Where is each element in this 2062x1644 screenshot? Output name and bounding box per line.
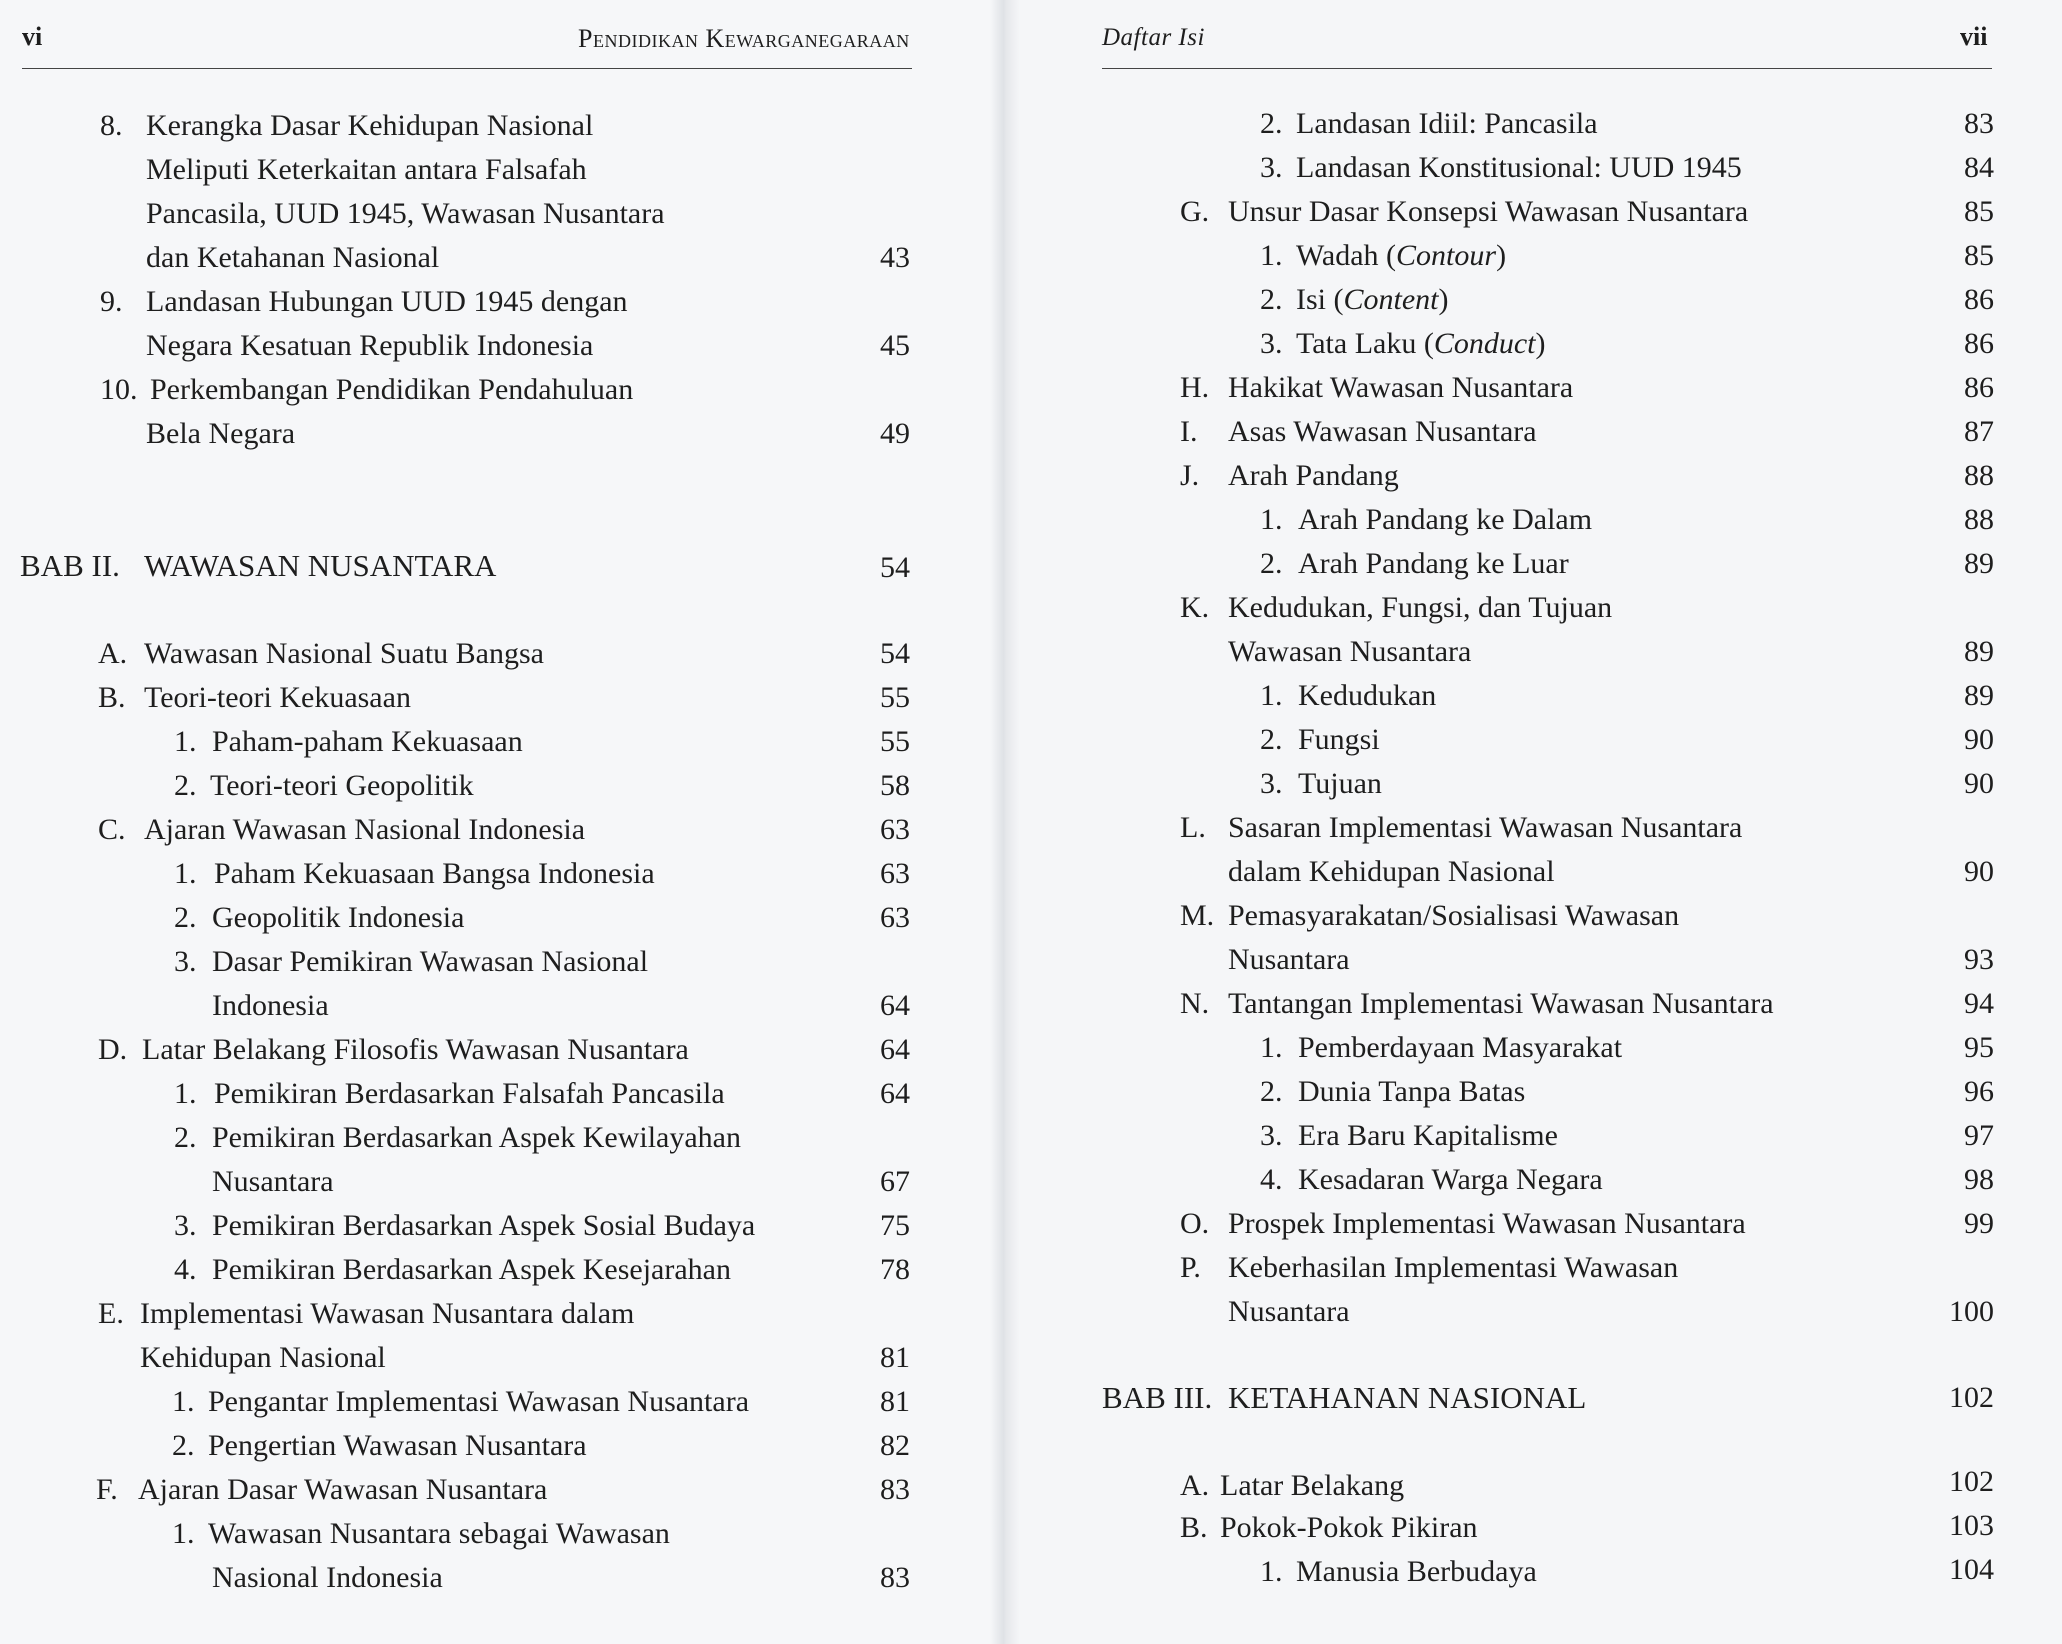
toc-page: 97: [1964, 1119, 1994, 1152]
toc-title: Pemasyarakatan/Sosialisasi Wawasan: [1228, 899, 1680, 932]
chapter-label: BAB III.: [1102, 1380, 1213, 1415]
right-running-head: Daftar Isi: [1102, 24, 1205, 51]
toc-page: 85: [1964, 195, 1994, 228]
toc-label: 1.: [174, 1077, 197, 1110]
toc-label: K.: [1180, 591, 1210, 624]
toc-title: Pemikiran Berdasarkan Aspek Kewilayahan: [212, 1121, 741, 1154]
toc-page: 104: [1949, 1553, 1994, 1586]
toc-page: 83: [880, 1473, 910, 1506]
toc-label: G.: [1180, 195, 1210, 228]
toc-page: 99: [1964, 1207, 1994, 1240]
toc-title: Kehidupan Nasional: [140, 1341, 386, 1374]
toc-page: 100: [1949, 1295, 1994, 1328]
toc-title: Negara Kesatuan Republik Indonesia: [146, 329, 594, 362]
toc-page: 58: [880, 769, 910, 802]
toc-title-italic: Content: [1343, 283, 1439, 316]
toc-label: 2.: [1260, 547, 1283, 580]
toc-label: B.: [98, 681, 126, 714]
toc-label: 2.: [174, 901, 197, 934]
toc-title: Kedudukan, Fungsi, dan Tujuan: [1228, 591, 1613, 624]
toc-title: Dunia Tanpa Batas: [1298, 1075, 1526, 1108]
toc-label: A.: [98, 637, 128, 670]
toc-title: Unsur Dasar Konsepsi Wawasan Nusantara: [1228, 195, 1749, 228]
toc-title: Pengantar Implementasi Wawasan Nusantara: [208, 1385, 750, 1418]
toc-label: 1.: [1260, 679, 1283, 712]
toc-page: 86: [1964, 371, 1994, 404]
toc-page: 82: [880, 1429, 910, 1462]
chapter-title: KETAHANAN NASIONAL: [1228, 1380, 1587, 1415]
toc-title: Geopolitik Indonesia: [212, 901, 465, 934]
chapter-page: 54: [880, 551, 910, 584]
chapter-label: BAB II.: [20, 548, 120, 583]
toc-page: 64: [880, 989, 910, 1022]
toc-page: 102: [1949, 1465, 1994, 1498]
toc-page: 90: [1964, 855, 1994, 888]
toc-label: 2.: [1260, 1075, 1283, 1108]
toc-label: 2.: [174, 769, 197, 802]
toc-title: Sasaran Implementasi Wawasan Nusantara: [1228, 811, 1743, 844]
toc-page: 96: [1964, 1075, 1994, 1108]
toc-title: Asas Wawasan Nusantara: [1228, 415, 1537, 448]
toc-page: 43: [880, 241, 910, 274]
toc-label: J.: [1180, 459, 1200, 492]
toc-title: Manusia Berbudaya: [1296, 1555, 1537, 1588]
toc-page: 55: [880, 681, 910, 714]
toc-page: 90: [1964, 723, 1994, 756]
toc-title: Wadah (Contour): [1296, 239, 1507, 272]
toc-label: 4.: [1260, 1163, 1283, 1196]
toc-title: Kerangka Dasar Kehidupan Nasional: [146, 109, 594, 142]
toc-label: 2.: [172, 1429, 195, 1462]
toc-page: 63: [880, 857, 910, 890]
toc-title: Wawasan Nusantara: [1228, 635, 1472, 668]
toc-label: 4.: [174, 1253, 197, 1286]
toc-title: Indonesia: [212, 989, 329, 1022]
toc-label: 2.: [1260, 283, 1283, 316]
toc-page: 98: [1964, 1163, 1994, 1196]
toc-page: 94: [1964, 987, 1994, 1020]
toc-label: C.: [98, 813, 126, 846]
book-gutter: [990, 0, 1020, 1644]
toc-label: 1.: [172, 1517, 195, 1550]
toc-label: 10.: [100, 373, 138, 406]
toc-title: Bela Negara: [146, 417, 296, 450]
toc-title: Paham Kekuasaan Bangsa Indonesia: [214, 857, 655, 890]
toc-page: 78: [880, 1253, 910, 1286]
toc-page: 67: [880, 1165, 910, 1198]
toc-title: Dasar Pemikiran Wawasan Nasional: [212, 945, 649, 978]
toc-title: Kedudukan: [1298, 679, 1437, 712]
toc-title: Keberhasilan Implementasi Wawasan: [1228, 1251, 1679, 1284]
toc-title: Nasional Indonesia: [212, 1561, 443, 1594]
toc-title-italic: Contour: [1396, 239, 1497, 272]
toc-title: Fungsi: [1298, 723, 1380, 756]
toc-label: 3.: [174, 945, 197, 978]
toc-title: Nusantara: [1228, 1295, 1350, 1328]
toc-page: 64: [880, 1077, 910, 1110]
toc-title: Ajaran Wawasan Nasional Indonesia: [144, 813, 586, 846]
toc-label: A.: [1180, 1469, 1210, 1502]
toc-page: 54: [880, 637, 910, 670]
toc-page: 55: [880, 725, 910, 758]
toc-title: Nusantara: [1228, 943, 1350, 976]
toc-page: 81: [880, 1385, 910, 1418]
toc-page: 64: [880, 1033, 910, 1066]
toc-title: Implementasi Wawasan Nusantara dalam: [140, 1297, 635, 1330]
toc-page: 81: [880, 1341, 910, 1374]
toc-title: Ajaran Dasar Wawasan Nusantara: [138, 1473, 548, 1506]
toc-label: 1.: [1260, 503, 1283, 536]
toc-label: 3.: [1260, 151, 1283, 184]
toc-label: N.: [1180, 987, 1210, 1020]
chapter-title: WAWASAN NUSANTARA: [144, 548, 497, 583]
toc-label: 2.: [1260, 723, 1283, 756]
chapter-page: 102: [1949, 1381, 1994, 1414]
toc-title: Wawasan Nasional Suatu Bangsa: [144, 637, 544, 670]
toc-title: Meliputi Keterkaitan antara Falsafah: [146, 153, 587, 186]
toc-label: 3.: [1260, 1119, 1283, 1152]
toc-title: Wawasan Nusantara sebagai Wawasan: [208, 1517, 670, 1550]
toc-title: Prospek Implementasi Wawasan Nusantara: [1228, 1207, 1746, 1240]
toc-label: 3.: [174, 1209, 197, 1242]
toc-title: Perkembangan Pendidikan Pendahuluan: [150, 373, 634, 406]
toc-page: 89: [1964, 635, 1994, 668]
toc-label: L.: [1180, 811, 1206, 844]
toc-page: 63: [880, 813, 910, 846]
toc-title-italic: Conduct: [1433, 327, 1536, 360]
toc-title: dalam Kehidupan Nasional: [1228, 855, 1555, 888]
left-header-rule: [22, 68, 912, 69]
toc-page: 95: [1964, 1031, 1994, 1064]
left-running-head: Pendidikan Kewarganegaraan: [578, 24, 910, 53]
toc-label: 1.: [1260, 239, 1283, 272]
toc-title: Pancasila, UUD 1945, Wawasan Nusantara: [146, 197, 665, 230]
toc-title: Arah Pandang: [1228, 459, 1399, 492]
toc-label: O.: [1180, 1207, 1210, 1240]
toc-page: 87: [1964, 415, 1994, 448]
toc-label: H.: [1180, 371, 1210, 404]
right-page-number: vii: [1960, 22, 1988, 51]
toc-title: Paham-paham Kekuasaan: [212, 725, 523, 758]
toc-title: Era Baru Kapitalisme: [1298, 1119, 1558, 1152]
toc-page: 90: [1964, 767, 1994, 800]
toc-title: Tantangan Implementasi Wawasan Nusantara: [1228, 987, 1774, 1020]
toc-title: Pemikiran Berdasarkan Aspek Sosial Budaya: [212, 1209, 756, 1242]
toc-label: 1.: [174, 725, 197, 758]
toc-label: F.: [96, 1473, 118, 1506]
toc-page: 88: [1964, 459, 1994, 492]
toc-label: D.: [98, 1033, 128, 1066]
toc-label: 1.: [172, 1385, 195, 1418]
toc-page: 89: [1964, 679, 1994, 712]
toc-page: 63: [880, 901, 910, 934]
toc-page: 75: [880, 1209, 910, 1242]
toc-page: 103: [1949, 1509, 1994, 1542]
toc-page: 83: [1964, 107, 1994, 140]
toc-title: Latar Belakang Filosofis Wawasan Nusantara: [142, 1033, 689, 1066]
toc-label: E.: [98, 1297, 124, 1330]
toc-label: 1.: [1260, 1555, 1283, 1588]
toc-page: 85: [1964, 239, 1994, 272]
toc-page: 89: [1964, 547, 1994, 580]
toc-page: 45: [880, 329, 910, 362]
toc-title: Teori-teori Kekuasaan: [144, 681, 411, 714]
toc-page: 93: [1964, 943, 1994, 976]
toc-label: P.: [1180, 1251, 1201, 1284]
toc-page: 84: [1964, 151, 1994, 184]
toc-title: Tujuan: [1298, 767, 1382, 800]
toc-title: Pemikiran Berdasarkan Falsafah Pancasila: [214, 1077, 725, 1110]
toc-title: Hakikat Wawasan Nusantara: [1228, 371, 1574, 404]
toc-page: 83: [880, 1561, 910, 1594]
toc-page: 86: [1964, 327, 1994, 360]
toc-label: 2.: [174, 1121, 197, 1154]
toc-label: 1.: [1260, 1031, 1283, 1064]
toc-label: 8.: [100, 109, 123, 142]
toc-label: 3.: [1260, 327, 1283, 360]
toc-title: Tata Laku (Conduct): [1296, 327, 1546, 360]
toc-page: 49: [880, 417, 910, 450]
left-page-number: vi: [22, 22, 43, 51]
toc-title: Pokok-Pokok Pikiran: [1220, 1511, 1478, 1544]
toc-label: 3.: [1260, 767, 1283, 800]
right-header-rule: [1102, 68, 1992, 69]
toc-label: I.: [1180, 415, 1198, 448]
toc-label: M.: [1180, 899, 1215, 932]
toc-title: Landasan Idiil: Pancasila: [1296, 107, 1598, 140]
toc-title: Nusantara: [212, 1165, 334, 1198]
toc-label: 1.: [174, 857, 197, 890]
toc-title: Isi (Content): [1296, 283, 1449, 316]
toc-title: Landasan Konstitusional: UUD 1945: [1296, 151, 1742, 184]
toc-page: 86: [1964, 283, 1994, 316]
toc-title: Kesadaran Warga Negara: [1298, 1163, 1603, 1196]
toc-title: Latar Belakang: [1220, 1469, 1405, 1502]
toc-title: Arah Pandang ke Luar: [1298, 547, 1569, 580]
toc-title: Pemikiran Berdasarkan Aspek Kesejarahan: [212, 1253, 731, 1286]
toc-title: Pemberdayaan Masyarakat: [1298, 1031, 1623, 1064]
toc-label: B.: [1180, 1511, 1208, 1544]
toc-page: 88: [1964, 503, 1994, 536]
toc-label: 9.: [100, 285, 123, 318]
toc-title: dan Ketahanan Nasional: [146, 241, 440, 274]
toc-title: Arah Pandang ke Dalam: [1298, 503, 1593, 536]
toc-title: Pengertian Wawasan Nusantara: [208, 1429, 587, 1462]
toc-title: Teori-teori Geopolitik: [210, 769, 474, 802]
toc-label: 2.: [1260, 107, 1283, 140]
toc-title: Landasan Hubungan UUD 1945 dengan: [146, 285, 628, 318]
